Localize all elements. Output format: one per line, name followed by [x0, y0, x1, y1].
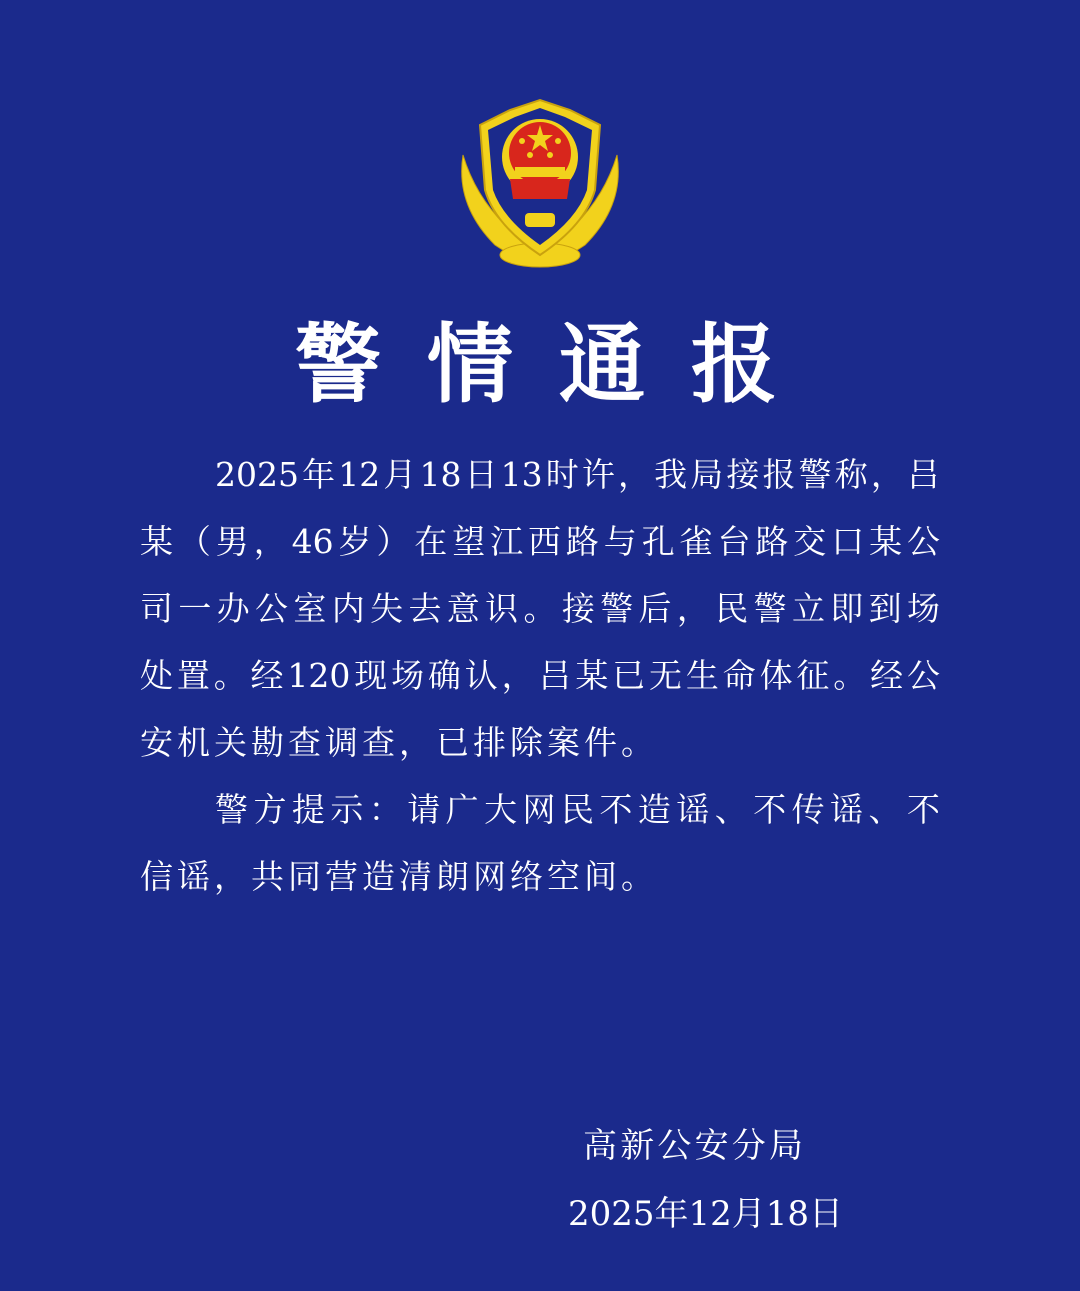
page-title: 警情通报 [295, 314, 823, 415]
police-emblem-icon [455, 95, 625, 270]
body-line: 处置。经120现场确认，吕某已无生命体征。经公 [140, 656, 940, 695]
body-line: 2025年12月18日13时许，我局接报警称，吕 [215, 455, 940, 494]
body-line: 安机关勘查调查，已排除案件。 [140, 723, 658, 762]
issuer-name: 高新公安分局 [583, 1126, 803, 1166]
body-line: 司一办公室内失去意识。接警后，民警立即到场 [140, 589, 940, 628]
body-line: 信谣，共同营造清朗网络空间。 [140, 857, 658, 896]
body-line: 警方提示：请广大网民不造谣、不传谣、不 [215, 790, 940, 829]
body-line: 某（男，46岁）在望江西路与孔雀台路交口某公 [140, 522, 940, 561]
issue-date: 2025年12月18日 [568, 1194, 844, 1234]
